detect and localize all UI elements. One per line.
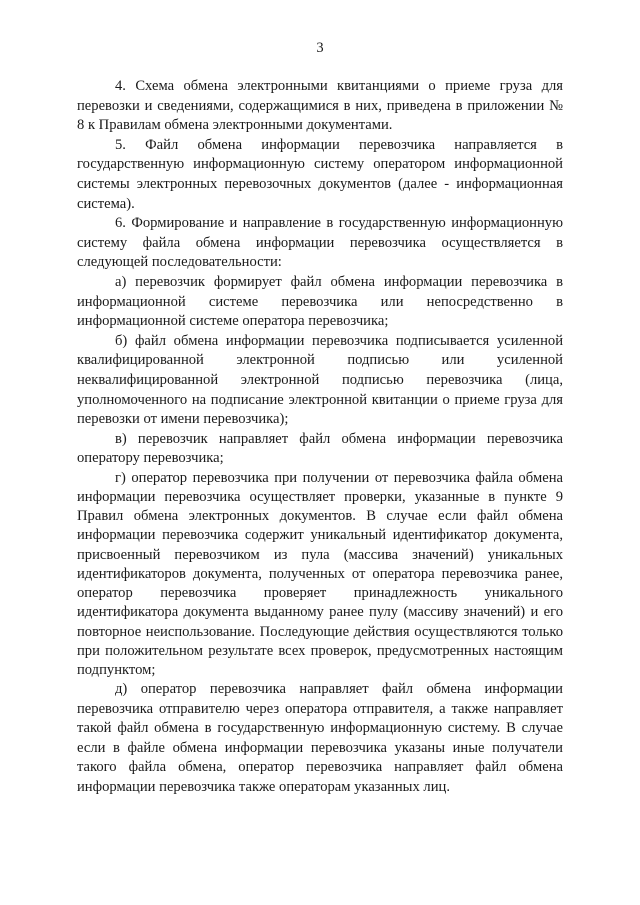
subparagraph-g: г) оператор перевозчика при получении от перевозчика файла обмена информации перевозчика осуществляет проверки, указанные в пункте 9 Правил обмена электронных документов. В случае если файл обмена информации перевозчика содержит уникальный идентификатор документа, присвоенный перевозчиком из пула (массива значений) уникальных идентификаторов документа, полученных от оператора перевозчика ранее, оператор перевозчика проверяет принадлежность уникального идентификатора документа выданному ранее пулу (массиву значений) и его повторное неиспользование. Последующие действия осуществляются только при положительном результате всех проверок, предусмотренных настоящим подпунктом; bbox=[77, 469, 563, 678]
paragraph-item-4: 4. Схема обмена электронными квитанциями о приеме груза для перевозки и сведениями, содержащимися в них, приведена в приложении № 8 к Правилам обмена электронными документами. bbox=[77, 78, 563, 134]
subparagraph-b: б) файл обмена информации перевозчика подписывается усиленной квалифицированной электронной подписью или усиленной неквалифицированной электронной подписью перевозчика (лица, уполномоченного на подписание электронной квитанции о приеме груза для перевозки от имени перевозчика); bbox=[77, 332, 563, 428]
subparagraph-v: в) перевозчик направляет файл обмена информации перевозчика оператору перевозчика; bbox=[77, 430, 563, 467]
page-number: 3 bbox=[316, 40, 324, 56]
document-body bbox=[77, 77, 563, 798]
paragraph-item-6: 6. Формирование и направление в государственную информационную систему файла обмена информации перевозчика осуществляется в следующей последовательности: bbox=[77, 215, 563, 271]
subparagraph-d: д) оператор перевозчика направляет файл обмена информации перевозчика отправителю через оператора отправителя, а также направляет такой файл обмена в государственную информационную систему. В случае если в файле обмена информации перевозчика указаны иные получатели такого файла обмена, оператор перевозчика направляет файл обмена информации перевозчика также операторам указанных лиц. bbox=[77, 681, 563, 796]
paragraph-item-5: 5. Файл обмена информации перевозчика направляется в государственную информационную систему оператором информационной системы электронных перевозочных документов (далее - информационная система). bbox=[77, 136, 563, 212]
subparagraph-a: а) перевозчик формирует файл обмена информации перевозчика в информационной системе перевозчика или непосредственно в информационной системе оператора перевозчика; bbox=[77, 273, 563, 330]
